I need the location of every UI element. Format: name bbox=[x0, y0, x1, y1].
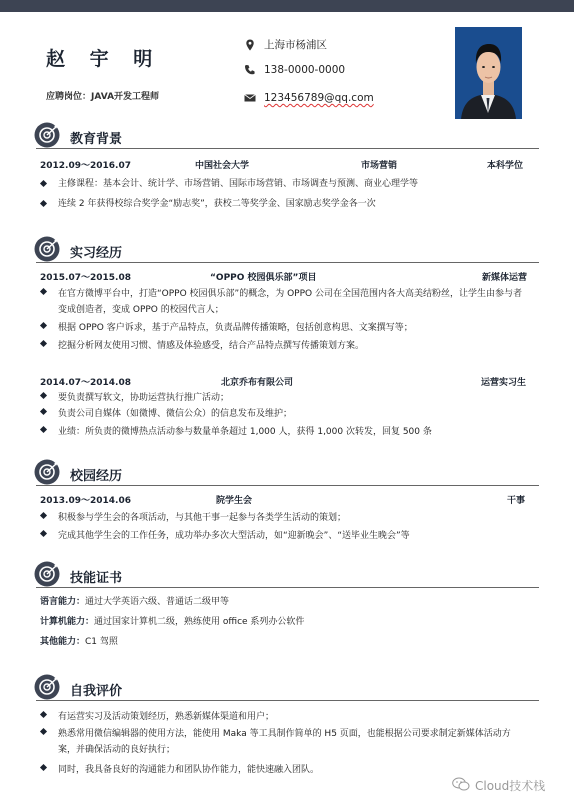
skill-item: 语言能力：通过大学英语六级、普通话二级甲等 bbox=[40, 597, 230, 607]
edu-major: 市场营销 bbox=[361, 161, 398, 171]
divider bbox=[36, 485, 539, 486]
skill-item: 其他能力：C1 驾照 bbox=[40, 637, 118, 647]
email-text: 123456789@qq.com bbox=[264, 92, 374, 104]
skills-title: 技能证书 bbox=[70, 570, 123, 586]
list-item: 完成其他学生会的工作任务，成功举办多次大型活动，如“迎新晚会”、“送毕业生晚会”等 bbox=[41, 528, 528, 544]
job-value: JAVA开发工程师 bbox=[91, 92, 160, 102]
job1-period: 2015.07～2015.08 bbox=[40, 273, 131, 283]
phone-line bbox=[244, 64, 345, 76]
divider bbox=[36, 262, 539, 263]
skill-item: 计算机能力：通过国家计算机二级，熟练使用 office 系列办公软件 bbox=[40, 617, 305, 627]
job1-org: “OPPO 校园俱乐部”项目 bbox=[210, 273, 317, 283]
list-item: 连续 2 年获得校综合奖学金“励志奖”，获校二等奖学金、国家励志奖学金各一次 bbox=[41, 198, 528, 210]
list-item: 积极参与学生会的各项活动，与其他干事一起参与各类学生活动的策划； bbox=[41, 510, 528, 526]
edu-period: 2012.09～2016.07 bbox=[40, 161, 131, 171]
watermark-text: Cloud技术栈 bbox=[475, 779, 546, 793]
campus-title: 校园经历 bbox=[70, 468, 123, 484]
edu-degree: 本科学位 bbox=[487, 161, 524, 171]
campus-role: 干事 bbox=[507, 496, 526, 506]
job-label: 应聘岗位： bbox=[46, 92, 92, 102]
divider bbox=[36, 700, 539, 701]
wechat-icon bbox=[452, 777, 470, 794]
top-bar bbox=[0, 0, 574, 12]
campus-org: 院学生会 bbox=[216, 496, 253, 506]
self-title: 自我评价 bbox=[70, 683, 123, 699]
list-item: 有运营实习及活动策划经历，熟悉新媒体渠道和用户； bbox=[41, 709, 528, 725]
divider bbox=[36, 587, 539, 588]
phone-icon bbox=[244, 64, 256, 76]
list-item: 根据 OPPO 客户诉求，基于产品特点，负责品牌传播策略，包括创意构思、文案撰写等； bbox=[41, 320, 528, 336]
candidate-name: 赵 宇 明 bbox=[46, 48, 162, 70]
email-line bbox=[244, 92, 374, 104]
list-item: 熟悉常用微信编辑器的使用方法，能使用 Maka 等工具制作简单的 H5 页面，也能根据公司要求制定新媒体活动方案，并确保活动的良好执行； bbox=[41, 726, 528, 758]
job2-period: 2014.07～2014.08 bbox=[40, 378, 131, 388]
list-item: 主修课程：基本会计、统计学、市场营销、国际市场营销、市场调查与预测、商业心理学等 bbox=[41, 178, 528, 190]
internship-title: 实习经历 bbox=[70, 245, 123, 261]
mail-icon bbox=[244, 92, 256, 104]
job2-org: 北京乔布有限公司 bbox=[221, 378, 294, 388]
edu-school: 中国社会大学 bbox=[195, 161, 250, 171]
profile-photo bbox=[455, 27, 522, 119]
divider bbox=[36, 148, 539, 149]
watermark bbox=[452, 777, 545, 794]
list-item: 挖掘分析网友使用习惯、情感及体验感受，结合产品特点撰写传播策划方案。 bbox=[41, 338, 528, 354]
list-item: 在官方微博平台中，打造“OPPO 校园俱乐部”的概念，为 OPPO 公司在全国范围内各大高美结粉丝，让学生由参与者变成创造者，变成 OPPO 的校园代言人； bbox=[41, 286, 528, 318]
campus-period: 2013.09～2014.06 bbox=[40, 496, 131, 506]
list-item: 负责公司自媒体（如微博、微信公众）的信息发布及维护； bbox=[41, 406, 528, 422]
location-pin-icon bbox=[244, 39, 256, 51]
education-title: 教育背景 bbox=[70, 131, 123, 147]
job1-role: 新媒体运营 bbox=[482, 273, 528, 283]
list-item: 要负责撰写软文，协助运营执行推广活动； bbox=[41, 390, 528, 406]
phone-text: 138-0000-0000 bbox=[264, 64, 346, 76]
location-line bbox=[244, 37, 327, 52]
list-item: 业绩：所负责的微博热点活动参与数量单条超过 1,000 人，获得 1,000 次转发，回复 500 条 bbox=[41, 424, 528, 440]
job-target bbox=[46, 89, 159, 102]
location-text: 上海市杨浦区 bbox=[264, 39, 327, 51]
job2-role: 运营实习生 bbox=[481, 378, 527, 388]
list-item: 同时，我具备良好的沟通能力和团队协作能力，能快速融入团队。 bbox=[41, 762, 438, 778]
